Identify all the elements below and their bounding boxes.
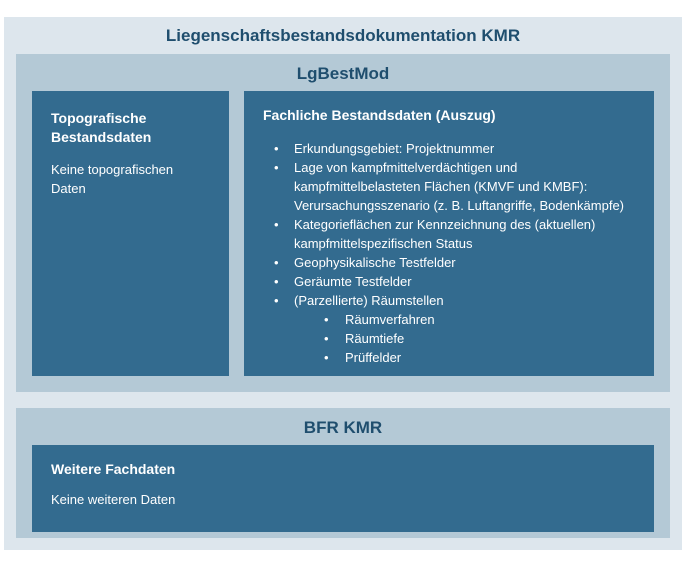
fach-list-item-line: kampfmittelbelasteten Flächen (KMVF und KMBF): <box>294 179 588 194</box>
topo-text <box>51 160 173 198</box>
outer-title: Liegenschaftsbestandsdokumentation KMR <box>165 26 521 45</box>
fach-list-item-line: • (Parzellierte) Räumstellen <box>294 293 444 308</box>
fach-list-item <box>264 272 654 291</box>
fach-list-item <box>264 139 654 158</box>
topo-title-line1: Topografische <box>51 110 147 126</box>
fach-list-item-line: kampfmittelspezifischen Status <box>294 236 473 251</box>
fach-list-item <box>264 291 654 367</box>
topografische-bestandsdaten-box <box>32 91 229 376</box>
fach-sub-list <box>294 310 654 367</box>
bfr-title: BFR KMR <box>303 418 383 437</box>
outer-container <box>4 17 682 550</box>
fach-list <box>264 139 654 367</box>
lgbestmod-panel <box>16 54 670 392</box>
fach-list-item <box>264 253 654 272</box>
fach-list-item-line: • Lage von kampfmittelverdächtigen und <box>294 160 518 175</box>
weitere-fachdaten-box <box>32 445 654 532</box>
fach-sub-list-item: • Räumtiefe <box>294 329 654 348</box>
fach-list-item-line: • Geophysikalische Testfelder <box>294 255 456 270</box>
fach-bullet-list <box>264 139 654 367</box>
weitere-title: Weitere Fachdaten <box>51 461 176 477</box>
fach-sub-list-item: • Prüffelder <box>294 348 654 367</box>
fach-list-item-line: • Geräumte Testfelder <box>294 274 412 289</box>
fachliche-bestandsdaten-box <box>244 91 654 376</box>
bfr-kmr-panel <box>16 408 670 538</box>
fach-list-item <box>264 158 654 215</box>
lgbestmod-title: LgBestMod <box>296 64 390 83</box>
fach-list-item <box>264 215 654 253</box>
topo-text-line1: Keine topografischen <box>51 162 174 177</box>
weitere-text: Keine weiteren Daten <box>51 492 176 507</box>
topo-title <box>51 109 151 147</box>
fach-list-item-line: Verursachungsszenario (z. B. Luftangriffe, Bodenkämpfe) <box>294 198 625 213</box>
fach-list-item-line: • Erkundungsgebiet: Projektnummer <box>294 141 495 156</box>
topo-title-line2: Bestandsdaten <box>51 129 152 145</box>
fach-title: Fachliche Bestandsdaten (Auszug) <box>263 107 496 123</box>
fach-list-item-line: • Kategorieflächen zur Kennzeichnung des (aktuellen) <box>294 217 596 232</box>
topo-text-line2: Daten <box>51 181 86 196</box>
fach-sub-list-item: • Räumverfahren <box>294 310 654 329</box>
